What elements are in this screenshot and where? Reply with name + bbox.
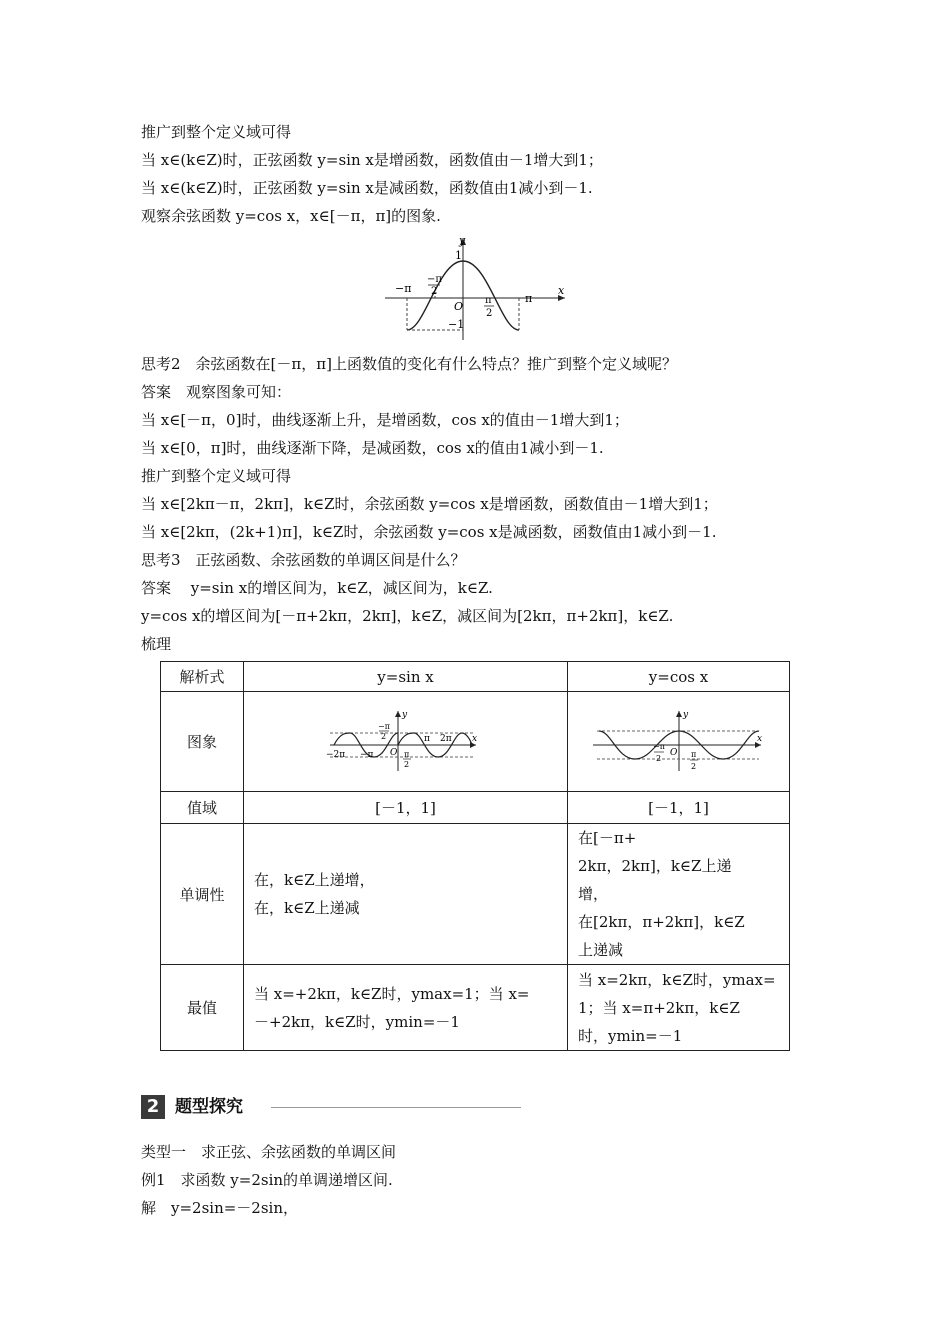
range-sin: [－1，1] <box>244 792 568 824</box>
sine-graph <box>326 705 486 775</box>
table-row <box>161 965 790 1051</box>
table-cell-label: 图象 <box>161 692 244 792</box>
text-line: 观察余弦函数 y=cos x，x∈[－π，π]的图象. <box>141 207 441 225</box>
text-line: 思考3 正弦函数、余弦函数的单调区间是什么？ <box>141 551 466 569</box>
cosine-graph <box>589 705 769 775</box>
x-label: x <box>471 733 477 744</box>
text-line: 例1 求函数 y=2sin的单调递增区间. <box>141 1171 393 1189</box>
cos-graph-cell <box>568 692 790 792</box>
origin-label: O <box>389 747 397 758</box>
range-cos: [－1，1] <box>568 792 790 824</box>
text-line: 当 x∈[2kπ，(2k+1)π]，k∈Z时，余弦函数 y=cos x是减函数，函数值由1减小到－1. <box>141 523 717 541</box>
tick-neg-pi: −π <box>395 282 412 295</box>
text-line: 答案 观察图象可知： <box>141 383 292 401</box>
y-axis-arrow <box>676 711 682 717</box>
y-label: y <box>459 234 466 247</box>
text-line: 类型一 求正弦、余弦函数的单调区间 <box>141 1143 397 1161</box>
sin-graph-cell <box>244 692 568 792</box>
tick-pi: π <box>423 733 430 744</box>
tick-pi-half-den: 2 <box>690 761 696 771</box>
y-label: y <box>682 709 688 720</box>
text-line: 梳理 <box>141 635 172 653</box>
table-cell-label: 单调性 <box>161 824 244 965</box>
tick-neg-pi: −π <box>359 749 373 760</box>
extreme-sin-cell <box>244 965 568 1051</box>
text-line: 当 x∈(k∈Z)时，正弦函数 y=sin x是减函数，函数值由1减小到－1. <box>141 179 593 197</box>
table-cell-label: 最值 <box>161 965 244 1051</box>
tick-neg-pi-half-den: 2 <box>431 286 438 297</box>
section-number-badge: 2 <box>141 1095 165 1119</box>
cosine-graph-figure <box>380 232 570 344</box>
tick-pi: π <box>525 292 533 305</box>
text-line: y=cos x的增区间为[－π+2kπ，2kπ]，k∈Z，减区间为[2kπ，π+2kπ]，k∈Z. <box>141 607 674 625</box>
tick-pi-half-num: π <box>485 295 492 306</box>
x-label: x <box>558 284 565 297</box>
tick-pi-half-den: 2 <box>486 308 493 319</box>
tick-one: 1 <box>455 249 462 262</box>
origin-label: O <box>669 747 677 758</box>
tick-pi-half-num: π <box>403 749 409 759</box>
tick-pi-half-den: 2 <box>403 759 409 769</box>
table-row <box>161 662 790 692</box>
table-row <box>161 792 790 824</box>
monotonic-sin-inc: 在，k∈Z上递增， <box>254 871 375 889</box>
tick-2pi: 2π <box>439 733 452 744</box>
monotonic-sin-dec: 在，k∈Z上递减 <box>254 899 360 917</box>
text-line: 推广到整个定义域可得 <box>141 467 292 485</box>
text-line: 当 x∈[2kπ－π，2kπ]，k∈Z时，余弦函数 y=cos x是增函数，函数值由－1增大到1； <box>141 495 718 513</box>
extreme-cos-line: 当 x=2kπ，k∈Z时，ymax= <box>578 970 776 989</box>
text-line: 解 y=2sin=－2sin， <box>141 1199 299 1217</box>
summary-table <box>160 661 790 1051</box>
extreme-sin-line: －+2kπ，k∈Z时，ymin=－1 <box>254 1012 460 1031</box>
x-label: x <box>756 733 762 744</box>
tick-neg-pi-half-num: −π <box>652 741 665 751</box>
table-row <box>161 824 790 965</box>
table-cell-label: 值域 <box>161 792 244 824</box>
section-title: 题型探究 <box>175 1097 243 1117</box>
tick-neg-pi-half-den: 2 <box>655 753 661 763</box>
table-row <box>161 692 790 792</box>
y-axis-arrow <box>395 711 401 717</box>
text-line: 当 x∈(k∈Z)时，正弦函数 y=sin x是增函数，函数值由－1增大到1； <box>141 151 603 169</box>
extreme-sin-line: 当 x=+2kπ，k∈Z时，ymax=1；当 x= <box>254 984 530 1003</box>
monotonic-cos-line: 上递减 <box>578 941 624 959</box>
monotonic-cos-line: 在[－π+ <box>578 829 637 847</box>
tick-neg-pi-half-num: −π <box>377 721 390 731</box>
tick-neg-pi-half-den: 2 <box>380 731 386 741</box>
text-line: 当 x∈[0，π]时，曲线逐渐下降，是减函数，cos x的值由1减小到－1. <box>141 439 604 457</box>
section-rule <box>271 1107 521 1108</box>
tick-neg-2pi: −2π <box>325 749 345 760</box>
text-line: 答案 y=sin x的增区间为，k∈Z，减区间为，k∈Z. <box>141 579 493 597</box>
table-cell-label: 解析式 <box>161 662 244 692</box>
tick-pi-half-num: π <box>690 749 696 759</box>
tick-neg-pi-half-num: −π <box>427 274 442 285</box>
text-line: 推广到整个定义域可得 <box>141 123 292 141</box>
monotonic-cos-line: 在[2kπ，π+2kπ]，k∈Z <box>578 913 745 931</box>
monotonic-cos-line: 增， <box>578 885 609 903</box>
y-label: y <box>401 709 407 720</box>
monotonic-sin-cell <box>244 824 568 965</box>
text-line: 当 x∈[－π，0]时，曲线逐渐上升，是增函数，cos x的值由－1增大到1； <box>141 411 629 429</box>
text-line: 思考2 余弦函数在[－π，π]上函数值的变化有什么特点？推广到整个定义域呢？ <box>141 355 677 373</box>
monotonic-cos-cell <box>568 824 790 965</box>
table-header-sin: y=sin x <box>244 662 568 692</box>
tick-neg-one: −1 <box>448 318 465 331</box>
extreme-cos-line: 时，ymin=－1 <box>578 1026 683 1045</box>
monotonic-cos-line: 2kπ，2kπ]，k∈Z上递 <box>578 857 732 875</box>
table-header-cos: y=cos x <box>568 662 790 692</box>
extreme-cos-cell <box>568 965 790 1051</box>
extreme-cos-line: 1；当 x=π+2kπ，k∈Z <box>578 998 740 1017</box>
origin-label: O <box>454 300 464 313</box>
